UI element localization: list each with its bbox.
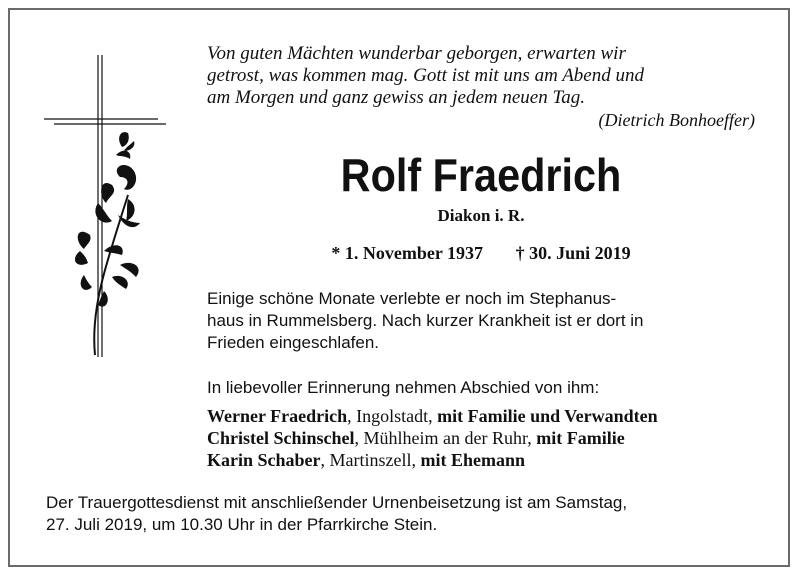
mourner-row	[207, 405, 767, 427]
mourner-place: , Martinszell,	[320, 450, 421, 470]
mourner-name: Christel Schinschel	[207, 428, 355, 448]
mourner-name: Werner Fraedrich	[207, 406, 348, 426]
death-date: † 30. Juni 2019	[515, 243, 631, 263]
body-line: Einige schöne Monate verlebte er noch im Stephanus-	[207, 289, 617, 308]
mourner-row	[207, 427, 767, 449]
mourner-family: mit Familie	[536, 428, 625, 448]
bible-quote	[207, 43, 755, 109]
mourner-family: mit Familie und Verwandten	[437, 406, 658, 426]
mourner-row	[207, 449, 767, 471]
footer-line: 27. Juli 2019, um 10.30 Uhr in der Pfarrkirche Stein.	[46, 515, 438, 534]
farewell-text: In liebevoller Erinnerung nehmen Abschied von ihm:	[207, 378, 600, 397]
birth-date: * 1. November 1937	[331, 243, 484, 263]
quote-source: (Dietrich Bonhoeffer)	[598, 110, 755, 130]
mourner-family: mit Ehemann	[420, 450, 526, 470]
quote-line: getrost, was kommen mag. Gott ist mit uns am Abend und	[207, 65, 644, 86]
mourners-list	[207, 405, 767, 471]
mourner-name: Karin Schaber	[207, 450, 321, 470]
quote-line: am Morgen und ganz gewiss an jedem neuen Tag.	[207, 87, 586, 108]
deceased-name: Rolf Fraedrich	[340, 149, 622, 201]
body-line: haus in Rummelsberg. Nach kurzer Krankheit ist er dort in	[207, 311, 644, 330]
quote-line: Von guten Mächten wunderbar geborgen, erwarten wir	[207, 43, 626, 64]
service-info	[46, 492, 758, 536]
footer-line: Der Trauergottesdienst mit anschließender Urnenbeisetzung ist am Samstag,	[46, 493, 628, 512]
cross-with-rose-icon	[40, 55, 170, 365]
deceased-title: Diakon i. R.	[437, 206, 525, 225]
mourner-place: , Mühlheim an der Ruhr,	[354, 428, 537, 448]
notice-body	[207, 288, 755, 354]
body-line: Frieden eingeschlafen.	[207, 333, 380, 352]
mourner-place: , Ingolstadt,	[347, 406, 438, 426]
life-dates	[207, 243, 755, 264]
